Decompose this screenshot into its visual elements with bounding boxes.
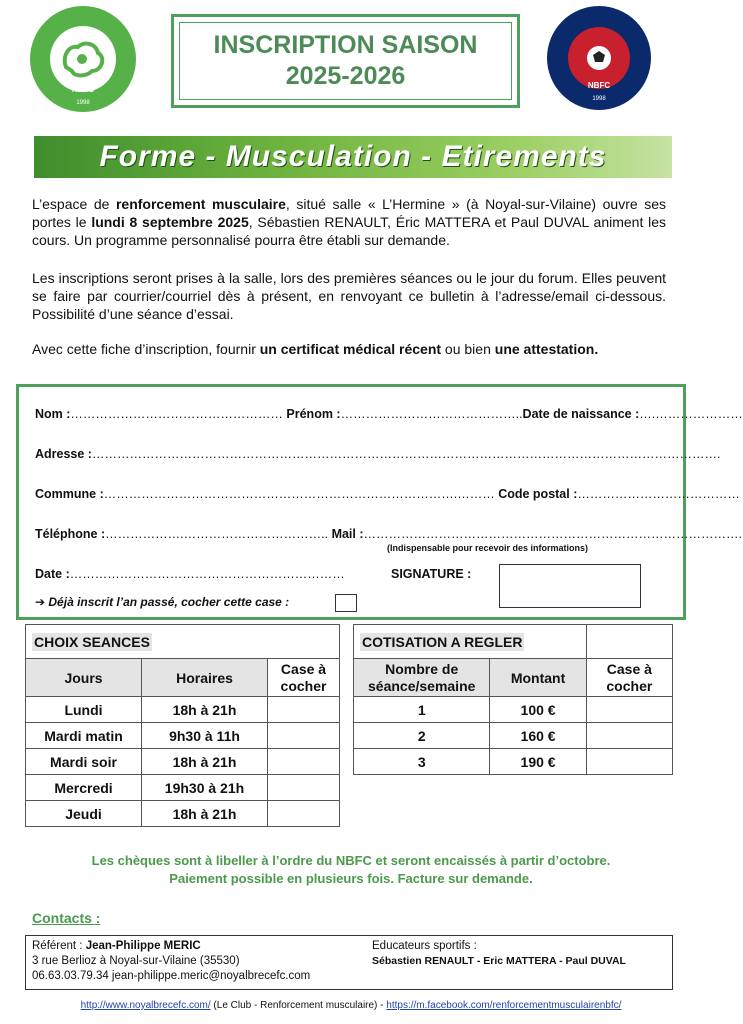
nbfc-football-club-logo (547, 6, 651, 110)
code-postal-field[interactable]: ………………………………… (577, 487, 740, 501)
cotisation-title-spacer (586, 625, 672, 659)
footer-links (0, 1000, 702, 1011)
seances-header-jours: Jours (26, 659, 142, 697)
telephone-field[interactable]: ……………….…………………………….. (105, 527, 332, 541)
deja-inscrit-checkbox[interactable] (335, 594, 357, 612)
logo-right-abbr: NBFC (587, 81, 611, 90)
date-label: Date : (35, 567, 70, 581)
cotisation-montant: 100 € (490, 697, 586, 723)
signature-label: SIGNATURE : (391, 567, 472, 581)
cotisation-header-nombre: Nombre de séance/semaine (354, 659, 490, 697)
form-row-commune (35, 487, 740, 501)
form-row-adresse (35, 447, 720, 461)
intro-bold: renforcement musculaire (115, 196, 286, 212)
cotisation-montant: 160 € (490, 723, 586, 749)
table-row (354, 723, 673, 749)
facebook-link[interactable]: https://m.facebook.com/renforcementmusculairenbfc/ (386, 1000, 622, 1011)
nom-label: Nom : (35, 407, 71, 421)
seances-title: CHOIX SEANCES (34, 633, 150, 650)
logo-right-year: 1998 (592, 96, 606, 102)
payment-note (0, 852, 702, 888)
activity-banner: Forme - Musculation - Etirements (34, 136, 672, 178)
football-icon (579, 38, 619, 78)
educateurs-block (372, 939, 626, 969)
seance-jour: Mardi matin (26, 723, 142, 749)
title-line-1: INSCRIPTION SAISON (213, 31, 478, 59)
mail-note: (Indispensable pour recevoir des informations) (387, 543, 589, 553)
intro-text: ou bien (441, 341, 495, 357)
seance-checkbox-lundi[interactable] (268, 697, 340, 723)
table-row (354, 749, 673, 775)
seance-horaire: 9h30 à 11h (142, 723, 268, 749)
mail-label: Mail : (331, 527, 364, 541)
seance-horaire: 19h30 à 21h (142, 775, 268, 801)
nbfc-renforcement-logo (30, 6, 136, 112)
seance-checkbox-mardi-soir[interactable] (268, 749, 340, 775)
cotisation-header-montant: Montant (490, 659, 586, 697)
cotisation-checkbox-1[interactable] (586, 697, 672, 723)
table-row (26, 749, 340, 775)
form-row-identity (35, 407, 743, 421)
referent-phone-email[interactable]: 06.63.03.79.34 jean-philippe.meric@noyalbrecefc.com (32, 970, 311, 982)
intro-text: Avec cette fiche d’inscription, fournir (32, 341, 260, 357)
seance-jour: Jeudi (26, 801, 142, 827)
cotisation-montant: 190 € (490, 749, 586, 775)
table-row (26, 723, 340, 749)
prenom-field[interactable]: …………………………………….. (340, 407, 523, 421)
code-postal-label: Code postal : (498, 487, 578, 501)
cotisation-nombre: 3 (354, 749, 490, 775)
nom-field[interactable]: …………………………………………… (70, 407, 283, 421)
seance-checkbox-mardi-matin[interactable] (268, 723, 340, 749)
seance-jour: Lundi (26, 697, 142, 723)
referent-block (32, 939, 310, 984)
club-site-link[interactable]: http://www.noyalbrecefc.com/ (80, 1000, 211, 1011)
telephone-label: Téléphone : (35, 527, 106, 541)
intro-bold: un certificat médical récent (259, 341, 442, 357)
table-row (26, 775, 340, 801)
registration-form (16, 384, 743, 620)
intro-paragraph-1 (32, 195, 666, 249)
seance-horaire: 18h à 21h (142, 749, 268, 775)
seances-header-case: Case à cocher (268, 659, 340, 697)
intro-paragraph-3 (32, 340, 666, 358)
cotisation-title: COTISATION A REGLER (362, 633, 523, 650)
cotisation-header-case: Case à cocher (586, 659, 672, 697)
title-box (171, 14, 520, 108)
seance-checkbox-mercredi[interactable] (268, 775, 340, 801)
educateurs-names: Sébastien RENAULT - Eric MATTERA - Paul DUVAL (372, 955, 626, 967)
contacts-heading: Contacts : (32, 910, 101, 926)
adresse-label: Adresse : (35, 447, 92, 461)
naissance-label: Date de naissance : (522, 407, 640, 421)
logo-left-abbr: NBFC (71, 85, 95, 94)
seances-title-cell (26, 625, 268, 659)
seance-jour: Mardi soir (26, 749, 142, 775)
seance-horaire: 18h à 21h (142, 697, 268, 723)
referent-label: Référent : (32, 940, 86, 952)
seances-title-spacer (268, 625, 340, 659)
logo-left-emblem (50, 26, 116, 92)
cotisation-checkbox-2[interactable] (586, 723, 672, 749)
referent-address: 3 rue Berlioz à Noyal-sur-Vilaine (35530) (32, 955, 240, 967)
cotisation-checkbox-3[interactable] (586, 749, 672, 775)
logo-right-emblem (568, 27, 630, 89)
cotisation-nombre: 2 (354, 723, 490, 749)
form-row-date (35, 567, 345, 581)
form-row-contact (35, 527, 742, 541)
seance-checkbox-jeudi[interactable] (268, 801, 340, 827)
payment-note-line-1: Les chèques sont à libeller à l’ordre du NBFC et seront encaissés à partir d’octobre. (91, 853, 611, 868)
seances-header-horaires: Horaires (142, 659, 268, 697)
deja-inscrit-label: ➔ Déjà inscrit l’an passé, cocher cette case : (35, 595, 290, 609)
commune-field[interactable]: ………………………………………………………………………….……… (103, 487, 499, 501)
title-line-2: 2025-2026 (285, 62, 406, 90)
seance-jour: Mercredi (26, 775, 142, 801)
intro-paragraph-2: Les inscriptions seront prises à la salle, lors des premières séances ou le jour du forum. Elles peuvent se faire par courrier/courriel dès à présent, en renvoyant ce bulletin à l’adresse/email ci-dessous. Possibilité d’une séance d’essai. (32, 270, 666, 322)
seances-table (25, 624, 340, 827)
intro-text: , Sébastien RENAULT, Éric MATTERA et Paul DUVAL animent les cours. Un programme personnalisé pourra être établi sur demande. (32, 214, 666, 248)
naissance-field[interactable]: ….………………… (639, 407, 743, 421)
commune-label: Commune : (35, 487, 104, 501)
prenom-label: Prénom : (286, 407, 341, 421)
signature-box[interactable] (499, 564, 641, 608)
seance-horaire: 18h à 21h (142, 801, 268, 827)
intro-bold: une attestation. (494, 341, 599, 357)
educateurs-label: Educateurs sportifs : (372, 940, 477, 952)
mail-field[interactable]: ………………………………………………………………………………. (363, 527, 742, 541)
intro-bold-date: lundi 8 septembre 2025 (91, 214, 249, 230)
cotisation-table (353, 624, 673, 775)
referent-name: Jean-Philippe MERIC (85, 940, 201, 952)
cotisation-title-cell (354, 625, 587, 659)
intro-text: L’espace de (32, 196, 116, 212)
footer-links-middle: (Le Club - Renforcement musculaire) - (210, 1000, 387, 1011)
date-field[interactable]: ………………………………………………………… (69, 567, 345, 581)
adresse-field[interactable]: ……………………………………………………………………………………………………………………………………. (91, 447, 721, 461)
muscle-emblem-icon (58, 37, 108, 81)
table-row (26, 697, 340, 723)
table-row (354, 697, 673, 723)
contact-box (25, 935, 673, 990)
cotisation-nombre: 1 (354, 697, 490, 723)
intro-text: , situé salle « L’Hermine » (à Noyal-sur-Vilaine) ouvre ses portes le (32, 196, 666, 230)
logo-left-year: 1998 (76, 100, 90, 106)
payment-note-line-2: Paiement possible en plusieurs fois. Facture sur demande. (169, 871, 533, 886)
table-row (26, 801, 340, 827)
